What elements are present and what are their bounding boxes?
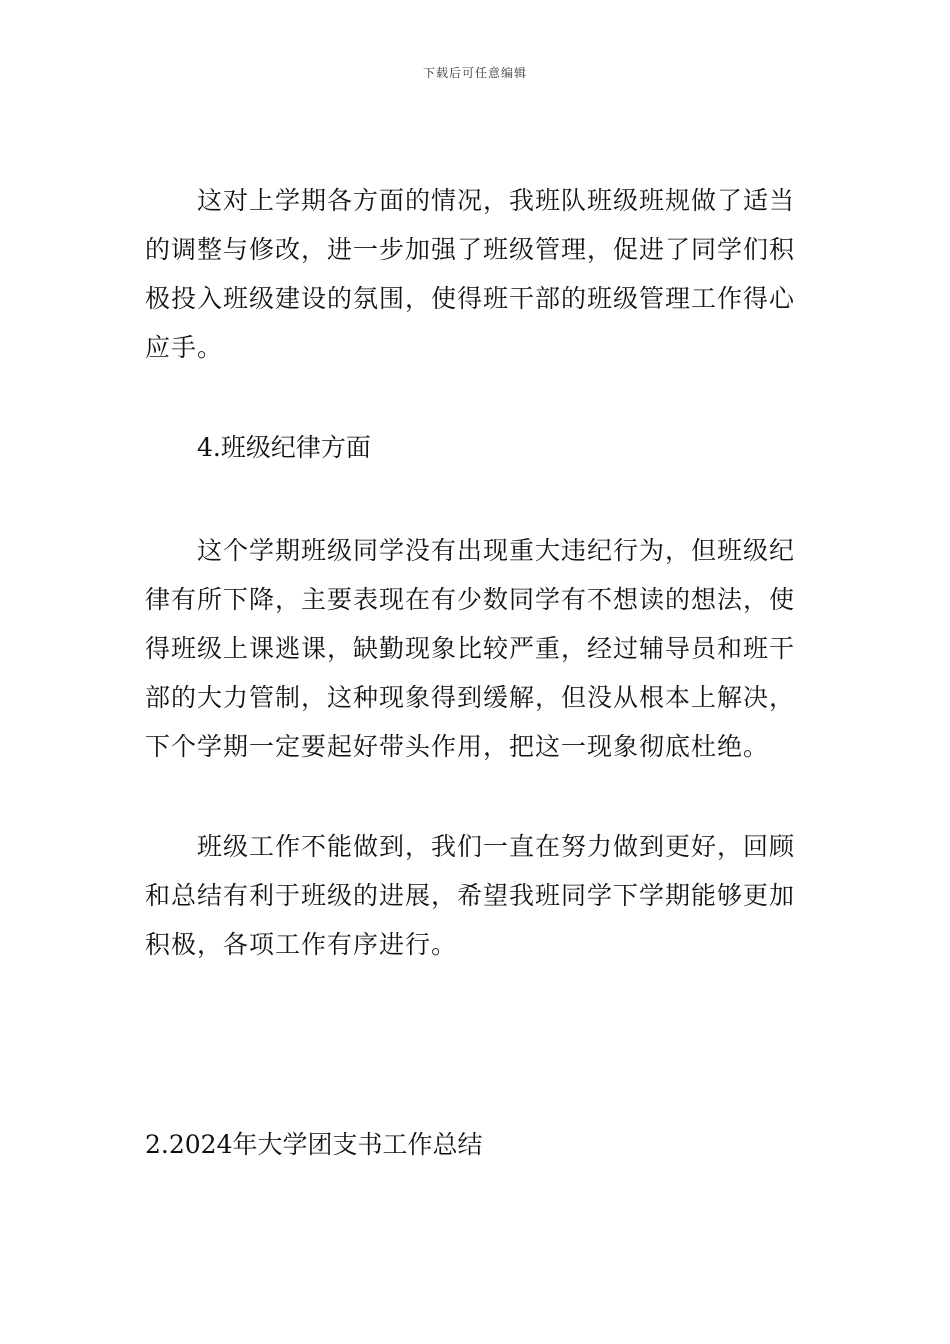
paragraph-class-rules: 这对上学期各方面的情况，我班队班级班规做了适当的调整与修改，进一步加强了班级管理，促进了同学们积极投入班级建设的氛围，使得班干部的班级管理工作得心应手。	[145, 186, 796, 362]
section-heading-discipline: 4.班级纪律方面	[197, 433, 371, 462]
page-header: 下载后可任意编辑	[422, 66, 527, 80]
paragraph-discipline: 这个学期班级同学没有出现重大违纪行为，但班级纪律有所下降，主要表现在有少数同学有不想读的想法，使得班级上课逃课，缺勤现象比较严重，经过辅导员和班干部的大力管制，这种现象得到缓解，但没从根本上解决，下个学期一定要起好带头作用，把这一现象彻底杜绝。	[145, 536, 796, 761]
next-document-title: 2.2024年大学团支书工作总结	[145, 1130, 483, 1159]
paragraph-conclusion: 班级工作不能做到，我们一直在努力做到更好，回顾和总结有利于班级的进展，希望我班同学下学期能够更加积极，各项工作有序进行。	[145, 832, 796, 959]
